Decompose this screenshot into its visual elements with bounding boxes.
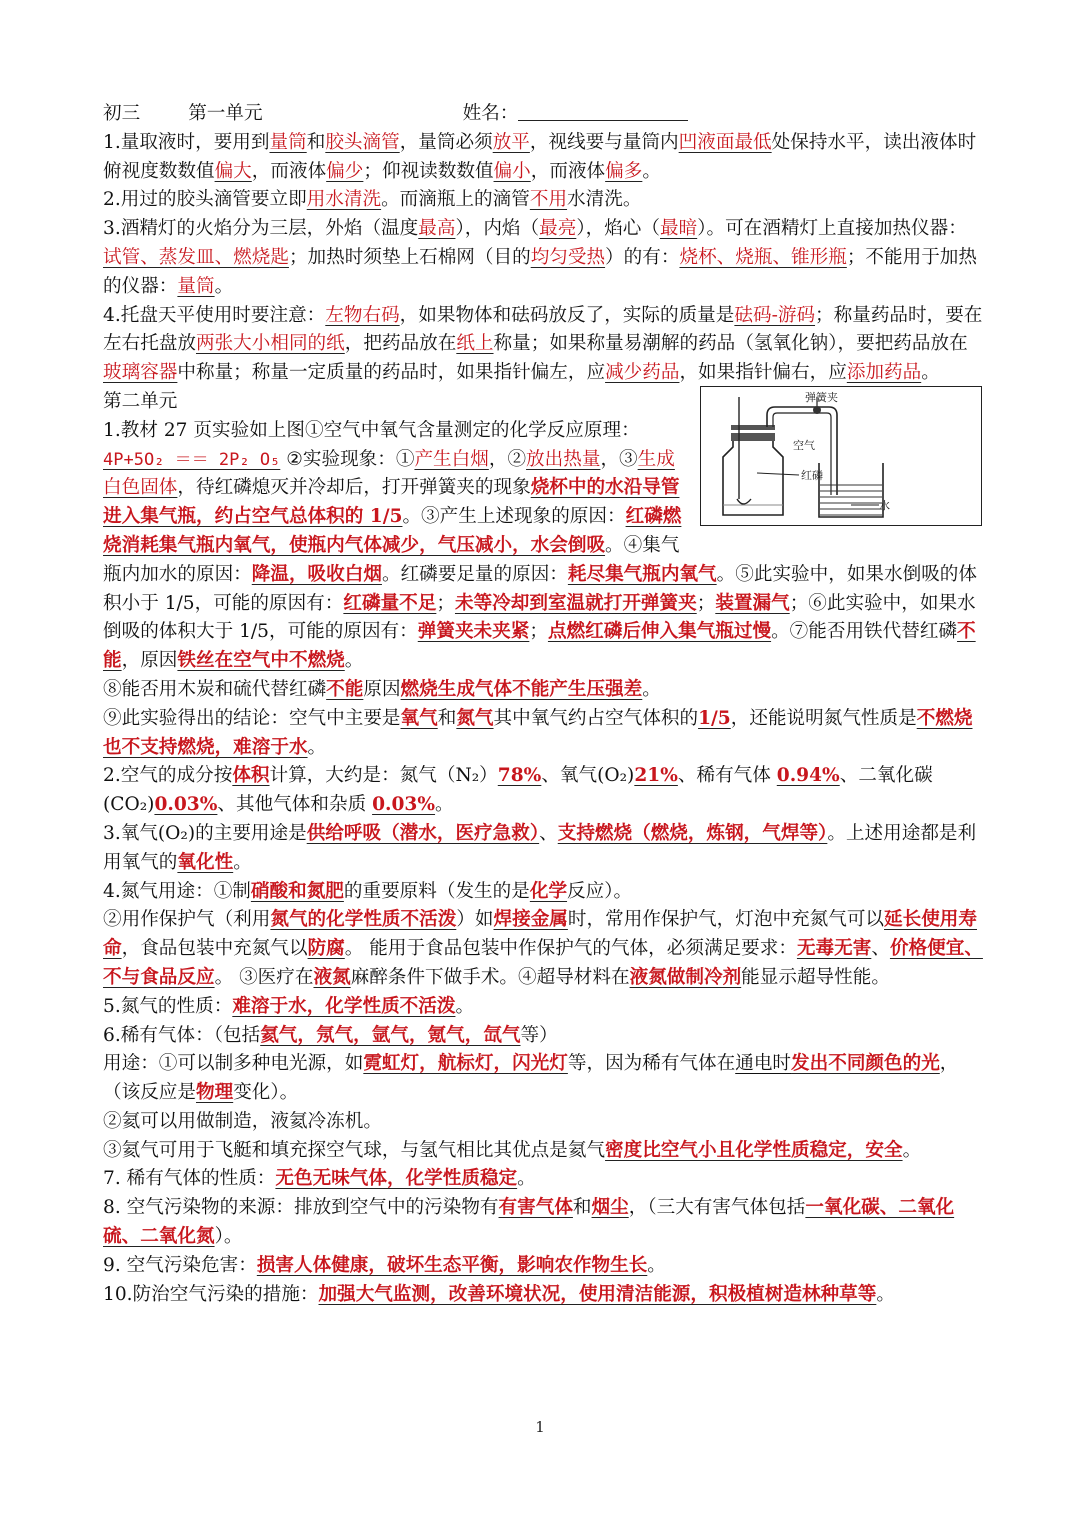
beaker-water bbox=[820, 485, 882, 515]
unit2-q3: 3.氧气(O₂)的主要用途是供给呼吸（潜水，医疗急救）、支持燃烧（燃烧，炼钢，气焊等）。上述用途都是利用氧气的氧化性。 bbox=[103, 822, 977, 873]
unit2-q6d: ③氦气可用于飞艇和填充探空气球，与氢气相比其优点是氦气密度比空气小且化学性质稳定，安全。 bbox=[103, 1139, 922, 1161]
unit2-q10: 10.防治空气污染的措施：加强大气监测，改善环境状况，使用清洁能源，积极植树造林种草等。 bbox=[103, 1283, 895, 1305]
delivery-tube-inner bbox=[773, 413, 831, 495]
apparatus-diagram bbox=[701, 387, 981, 525]
unit1-q3: 3.酒精灯的火焰分为三层，外焰（温度最高），内焰（最亮），焰心（最暗）。可在酒精灯上直接加热仪器：试管、蒸发皿、燃烧匙；加热时须垫上石棉网（目的均匀受热）的有：烧杯、烧瓶、锥形瓶；不能用于加热的仪器：量筒。 bbox=[103, 218, 977, 297]
unit2-q2: 2.空气的成分按体积计算，大约是：氮气（N₂）78%、氧气(O₂)21%、稀有气体 0.94%、二氧化碳(CO₂)0.03%、其他气体和杂质 0.03%。 bbox=[103, 765, 933, 816]
water-label: 水 bbox=[879, 499, 890, 512]
phosphorus-pointer bbox=[757, 473, 799, 475]
oxygen-experiment-figure bbox=[700, 386, 982, 526]
stopper-cap bbox=[731, 425, 775, 430]
unit2-q1: 1.教材 27 页实验如上图①空气中氧气含量测定的化学反应原理：4P+5O₂ ＝＝ 2P₂ O₅ ②实验现象：①产生白烟，②放出热量，③生成白色固体，待红磷熄灭并冷却后，打开弹簧夹的现象烧杯中的水沿导管进入集气瓶，约占空气总体积的 1/5。③产生上述现象的原因：红磷燃烧消耗集气瓶内氧气，使瓶内气体减少，气压减小，水会倒吸。④集气瓶内加水的原因：降温，吸收白烟。红磷要足量的原因：耗尽集气瓶内氧气。⑤此实验中，如果水倒吸的体积小于 1/5，可能的原因有：红磷量不足；未等冷却到室温就打开弹簧夹；装置漏气；⑥此实验中，如果水倒吸的体积大于 1/5，可能的原因有：弹簧夹未夹紧；点燃红磷后伸入集气瓶过慢。⑦能否用铁代替红磷不能，原因铁丝在空气中不燃烧。 bbox=[103, 417, 983, 676]
header-line bbox=[103, 100, 983, 129]
clamp-icon bbox=[813, 406, 821, 414]
worksheet-content bbox=[103, 100, 983, 1309]
collecting-bottle bbox=[723, 439, 783, 515]
page-number: 1 bbox=[535, 1418, 545, 1436]
name-blank[interactable] bbox=[518, 102, 688, 121]
unit1-q4: 4.托盘天平使用时要注意：左物右码，如果物体和砝码放反了，实际的质量是砝码-游码；称量药品时，要在左右托盘放两张大小相同的纸，把药品放在纸上称量；如果称量易潮解的药品（氢氧化钠），要把药品放在玻璃容器中称量；称量一定质量的药品时，如果指针偏左，应减少药品，如果指针偏右，应添加药品。 bbox=[103, 304, 983, 384]
unit2-q5: 5.氮气的性质：难溶于水，化学性质不活泼。 bbox=[103, 995, 475, 1017]
unit1-q2: 2.用过的胶头滴管要立即用水清洗。而滴瓶上的滴管不用水清洗。 bbox=[103, 189, 642, 211]
unit2-q4b: ②用作保护气（利用氮气的化学性质不活泼）如焊接金属时，常用作保护气，灯泡中充氮气可以延长使用寿命，食品包装中充氮气以防腐。 能用于食品包装中作保护气的气体，必须满足要求：无毒无害、价格便宜、不与食品反应。 ③医疗在液氮麻醉条件下做手术。④超导材料在液氮做制冷剂能显示超导性能。 bbox=[103, 909, 983, 988]
unit2-q1b: ⑧能否用木炭和硫代替红磷不能原因燃烧生成气体不能产生压强差。 bbox=[103, 678, 661, 700]
unit-label: 第一单元 bbox=[188, 103, 263, 124]
unit2-q4: 4.氮气用途：①制硝酸和氮肥的重要原料（发生的是化学反应）。 bbox=[103, 880, 633, 902]
unit2-q8: 8. 空气污染物的来源：排放到空气中的污染物有有害气体和烟尘，（三大有害气体包括一氧化碳、二氧化硫、二氧化氮）。 bbox=[103, 1197, 955, 1248]
grade-label: 初三 bbox=[103, 103, 141, 124]
unit2-q9: 9. 空气污染危害：损害人体健康，破坏生态平衡，影响农作物生长。 bbox=[103, 1254, 666, 1276]
air-label: 空气 bbox=[793, 439, 815, 452]
unit2-q1c: ⑨此实验得出的结论：空气中主要是氧气和氮气其中氧气约占空气体积的1/5，还能说明氮气性质是不燃烧也不支持燃烧，难溶于水。 bbox=[103, 707, 973, 758]
unit2-q6c: ②氦可以用做制造，液氦冷冻机。 bbox=[103, 1110, 382, 1132]
name-label: 姓名： bbox=[462, 103, 519, 124]
bottle-stopper bbox=[731, 433, 775, 441]
clamp-label: 弹簧夹 bbox=[805, 391, 838, 404]
unit2-title: 第二单元 bbox=[103, 390, 178, 412]
unit2-q6b: 用途：①可以制多种电光源，如霓虹灯，航标灯，闪光灯等，因为稀有气体在通电时发出不同颜色的光，（该反应是物理变化）。 bbox=[103, 1053, 959, 1104]
unit2-q7: 7. 稀有气体的性质：无色无味气体，化学性质稳定。 bbox=[103, 1168, 536, 1190]
burning-spoon bbox=[737, 499, 751, 504]
unit1-q1: 1.量取液时，要用到量筒和胶头滴管，量筒必须放平，视线要与量筒内凹液面最低处保持水平，读出液体时俯视度数数值偏大，而液体偏少；仰视读数数值偏小，而液体偏多。 bbox=[103, 131, 977, 182]
unit2-q6: 6.稀有气体：（包括氦气，氖气，氩气，氪气，氙气等） bbox=[103, 1024, 558, 1046]
phosphorus-label: 红磷 bbox=[801, 469, 823, 482]
